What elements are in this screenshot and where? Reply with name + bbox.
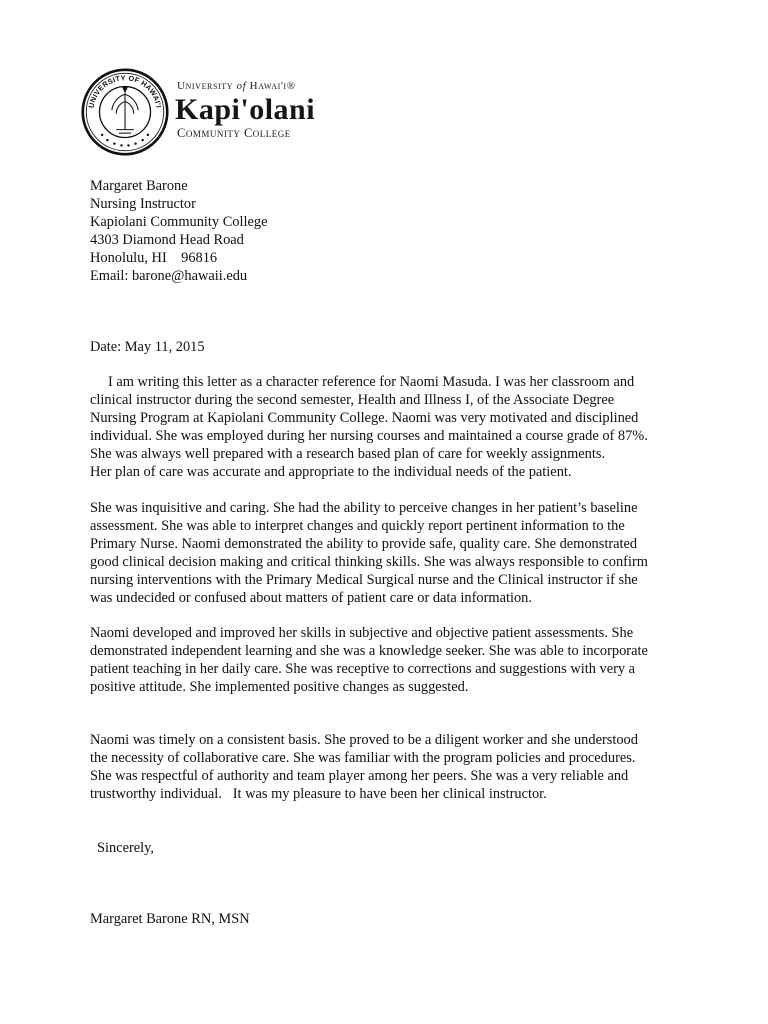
paragraph-line: Primary Nurse. Naomi demonstrated the ability to provide safe, quality care. She demonstrated xyxy=(90,536,638,552)
closing-salutation: Sincerely, xyxy=(97,840,155,856)
paragraph-line: positive attitude. She implemented positive changes as suggested. xyxy=(90,679,469,695)
svg-text:UNIVERSITY OF HAWAI'I: UNIVERSITY OF HAWAI'I xyxy=(86,73,164,109)
paragraph-line: was undecided or confused about matters of patient care or data information. xyxy=(90,590,532,606)
address-line: Kapiolani Community College xyxy=(90,214,268,230)
paragraph-line: Naomi developed and improved her skills in subjective and objective patient assessments. She xyxy=(90,625,634,641)
paragraph-line: demonstrated independent learning and she was a knowledge seeker. She was able to incorporate xyxy=(90,643,648,659)
paragraph-introduction xyxy=(90,373,690,481)
paragraph-line: the necessity of collaborative care. She was familiar with the program policies and procedures. xyxy=(90,750,636,766)
sender-address xyxy=(90,177,690,285)
paragraph-line: Her plan of care was accurate and appropriate to the individual needs of the patient. xyxy=(90,464,572,480)
paragraph-line: Nursing Program at Kapiolani Community College. Naomi was very motivated and disciplined xyxy=(90,410,639,426)
university-seal-icon xyxy=(81,68,169,156)
college-subtitle: Community College xyxy=(177,126,291,140)
paragraph-line: good clinical decision making and critical thinking skills. She was always responsible to confirm xyxy=(90,554,648,570)
paragraph-clinical-skills xyxy=(90,499,690,607)
paragraph-line: I am writing this letter as a character reference for Naomi Masuda. I was her classroom and xyxy=(90,374,635,390)
paragraph-line: nursing interventions with the Primary Medical Surgical nurse and the Clinical instructor if she xyxy=(90,572,638,588)
college-name: Kapi'olani xyxy=(175,93,316,126)
paragraph-line: clinical instructor during the second semester, Health and Illness I, of the Associate Degree xyxy=(90,392,615,408)
paragraph-line: assessment. She was able to interpret changes and quickly report pertinent information to the xyxy=(90,518,625,534)
paragraph-line: She was always well prepared with a research based plan of care for weekly assignments. xyxy=(90,446,606,462)
university-name: University of Hawai'i® xyxy=(177,80,296,92)
address-line: Nursing Instructor xyxy=(90,196,196,212)
address-line: Margaret Barone xyxy=(90,178,188,194)
paragraph-character xyxy=(90,731,690,803)
paragraph-line: Naomi was timely on a consistent basis. She proved to be a diligent worker and she understood xyxy=(90,732,638,748)
paragraph-line: patient teaching in her daily care. She was receptive to corrections and suggestions with very a xyxy=(90,661,636,677)
paragraph-line: trustworthy individual. It was my pleasure to have been her clinical instructor. xyxy=(90,786,547,802)
paragraph-line: She was inquisitive and caring. She had the ability to perceive changes in her patient’s baseline xyxy=(90,500,638,516)
letter-date: Date: May 11, 2015 xyxy=(90,339,205,355)
address-line: Honolulu, HI 96816 xyxy=(90,250,218,266)
paragraph-development xyxy=(90,624,690,696)
college-logo xyxy=(175,80,355,141)
paragraph-line: She was respectful of authority and team player among her peers. She was a very reliable and xyxy=(90,768,629,784)
paragraph-line: individual. She was employed during her nursing courses and maintained a course grade of 87%. xyxy=(90,428,648,444)
signature-line: Margaret Barone RN, MSN xyxy=(90,911,250,927)
address-line: 4303 Diamond Head Road xyxy=(90,232,244,248)
address-line: Email: barone@hawaii.edu xyxy=(90,268,248,284)
